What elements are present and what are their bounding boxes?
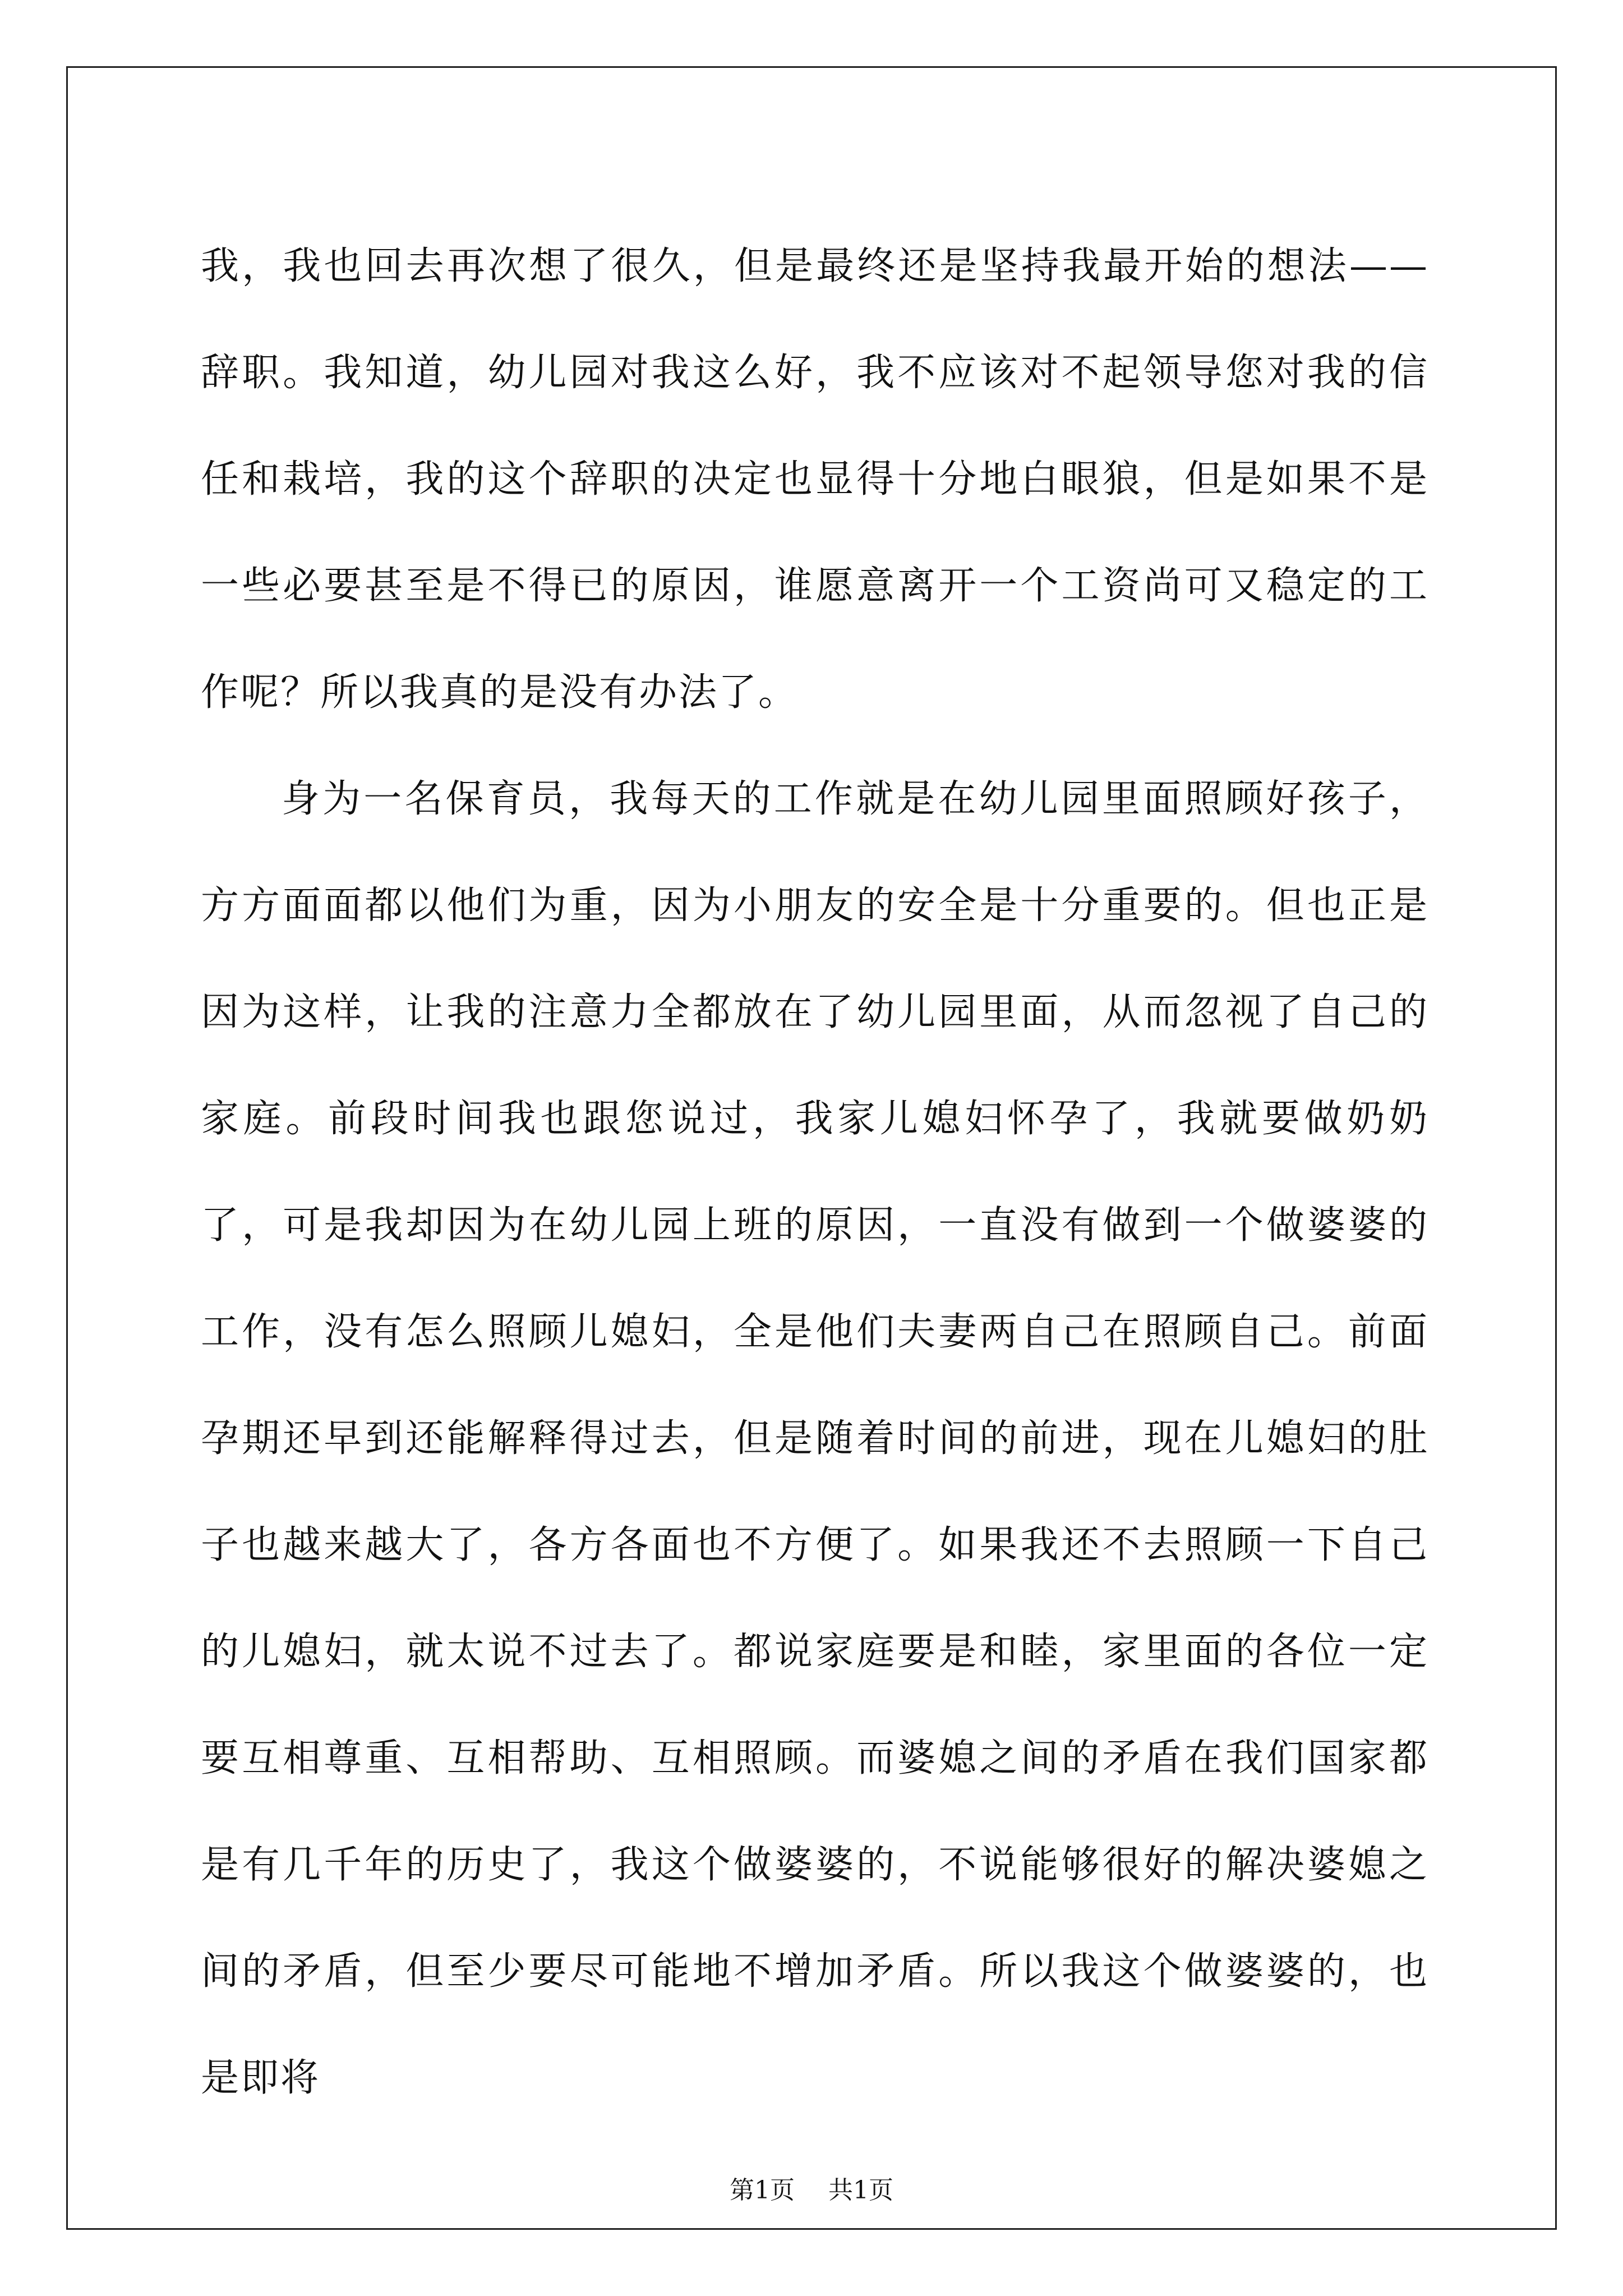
document-body [201, 213, 1429, 2132]
paragraph-2: 身为一名保育员，我每天的工作就是在幼儿园里面照顾好孩子，方方面面都以他们为重，因为小朋友的安全是十分重要的。但也正是因为这样，让我的注意力全都放在了幼儿园里面，从而忽视了自己的家庭。前段时间我也跟您说过，我家儿媳妇怀孕了，我就要做奶奶了，可是我却因为在幼儿园上班的原因，一直没有做到一个做婆婆的工作，没有怎么照顾儿媳妇，全是他们夫妻两自己在照顾自己。前面孕期还早到还能解释得过去，但是随着时间的前进，现在儿媳妇的肚子也越来越大了，各方各面也不方便了。如果我还不去照顾一下自己的儿媳妇，就太说不过去了。都说家庭要是和睦，家里面的各位一定要互相尊重、互相帮助、互相照顾。而婆媳之间的矛盾在我们国家都是有几千年的历史了，我这个做婆婆的，不说能够很好的解决婆媳之间的矛盾，但至少要尽可能地不增加矛盾。所以我这个做婆婆的，也是即将 [201, 777, 1429, 2100]
page-number: 第1页 [730, 2176, 795, 2205]
paragraph-1: 我，我也回去再次想了很久，但是最终还是坚持我最开始的想法——辞职。我知道，幼儿园对我这么好，我不应该对不起领导您对我的信任和栽培，我的这个辞职的决定也显得十分地白眼狼，但是如果不是一些必要甚至是不得已的原因，谁愿意离开一个工资尚可又稳定的工作呢？所以我真的是没有办法了。 [201, 244, 1429, 715]
page-footer [0, 2174, 1623, 2207]
page-total: 共1页 [828, 2176, 893, 2205]
